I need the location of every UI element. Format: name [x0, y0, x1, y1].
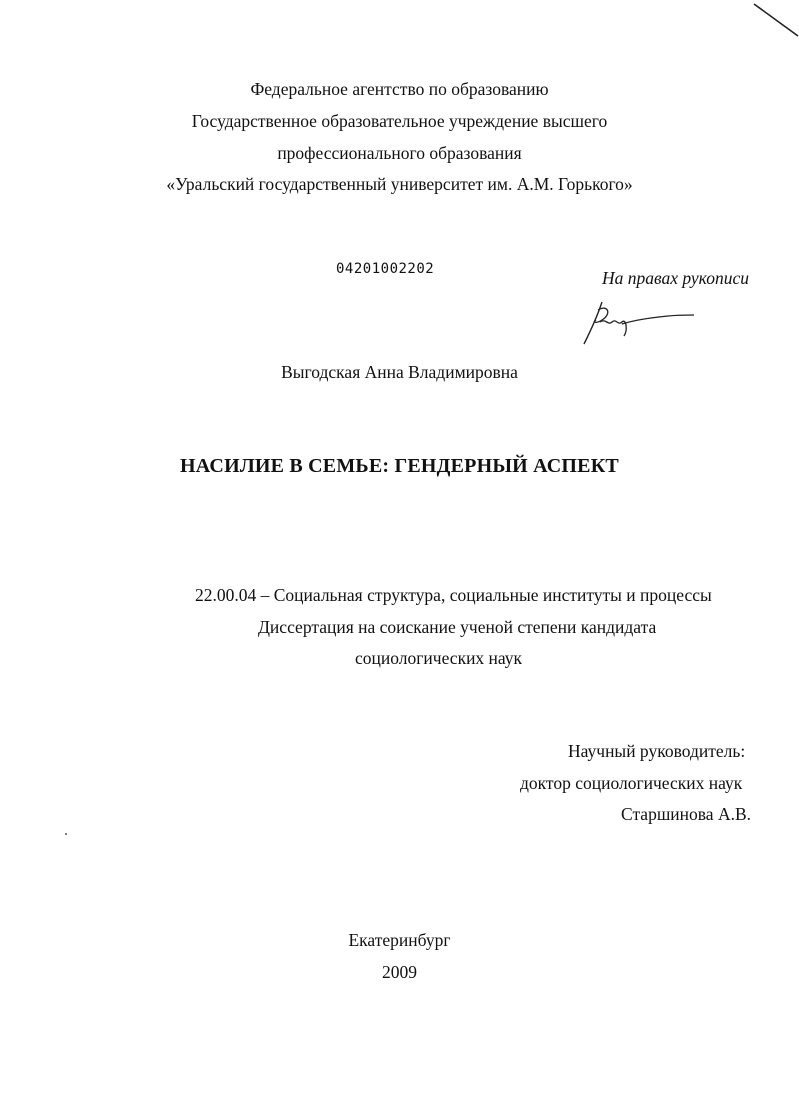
city: Екатеринбург: [348, 930, 451, 950]
dissertation-title: НАСИЛИЕ В СЕМЬЕ: ГЕНДЕРНЫЙ АСПЕКТ: [180, 455, 619, 477]
university-name: «Уральский государственный университет им. А.М. Горького»: [166, 174, 633, 194]
corner-scan-mark: [752, 0, 799, 40]
supervisor-degree: доктор социологических наук: [520, 773, 743, 793]
year: 2009: [382, 962, 417, 982]
institution-line-1: Государственное образовательное учреждение высшего: [191, 111, 608, 131]
author-signature: [578, 300, 698, 346]
author-name: Выгодская Анна Владимировна: [281, 362, 518, 382]
scan-speck: [65, 833, 67, 835]
supervisor-label: Научный руководитель:: [568, 741, 746, 761]
degree-line-1: Диссертация на соискание ученой степени кандидата: [258, 617, 657, 637]
agency-name: Федеральное агентство по образованию: [250, 79, 549, 99]
manuscript-note: На правах рукописи: [602, 268, 749, 288]
catalog-number: 04201002202: [336, 261, 435, 277]
institution-line-2: профессионального образования: [277, 143, 522, 163]
specialty-code: 22.00.04 – Социальная структура, социальные институты и процессы: [195, 585, 712, 605]
supervisor-name: Старшинова А.В.: [621, 804, 752, 824]
degree-line-2: социологических наук: [355, 648, 523, 668]
